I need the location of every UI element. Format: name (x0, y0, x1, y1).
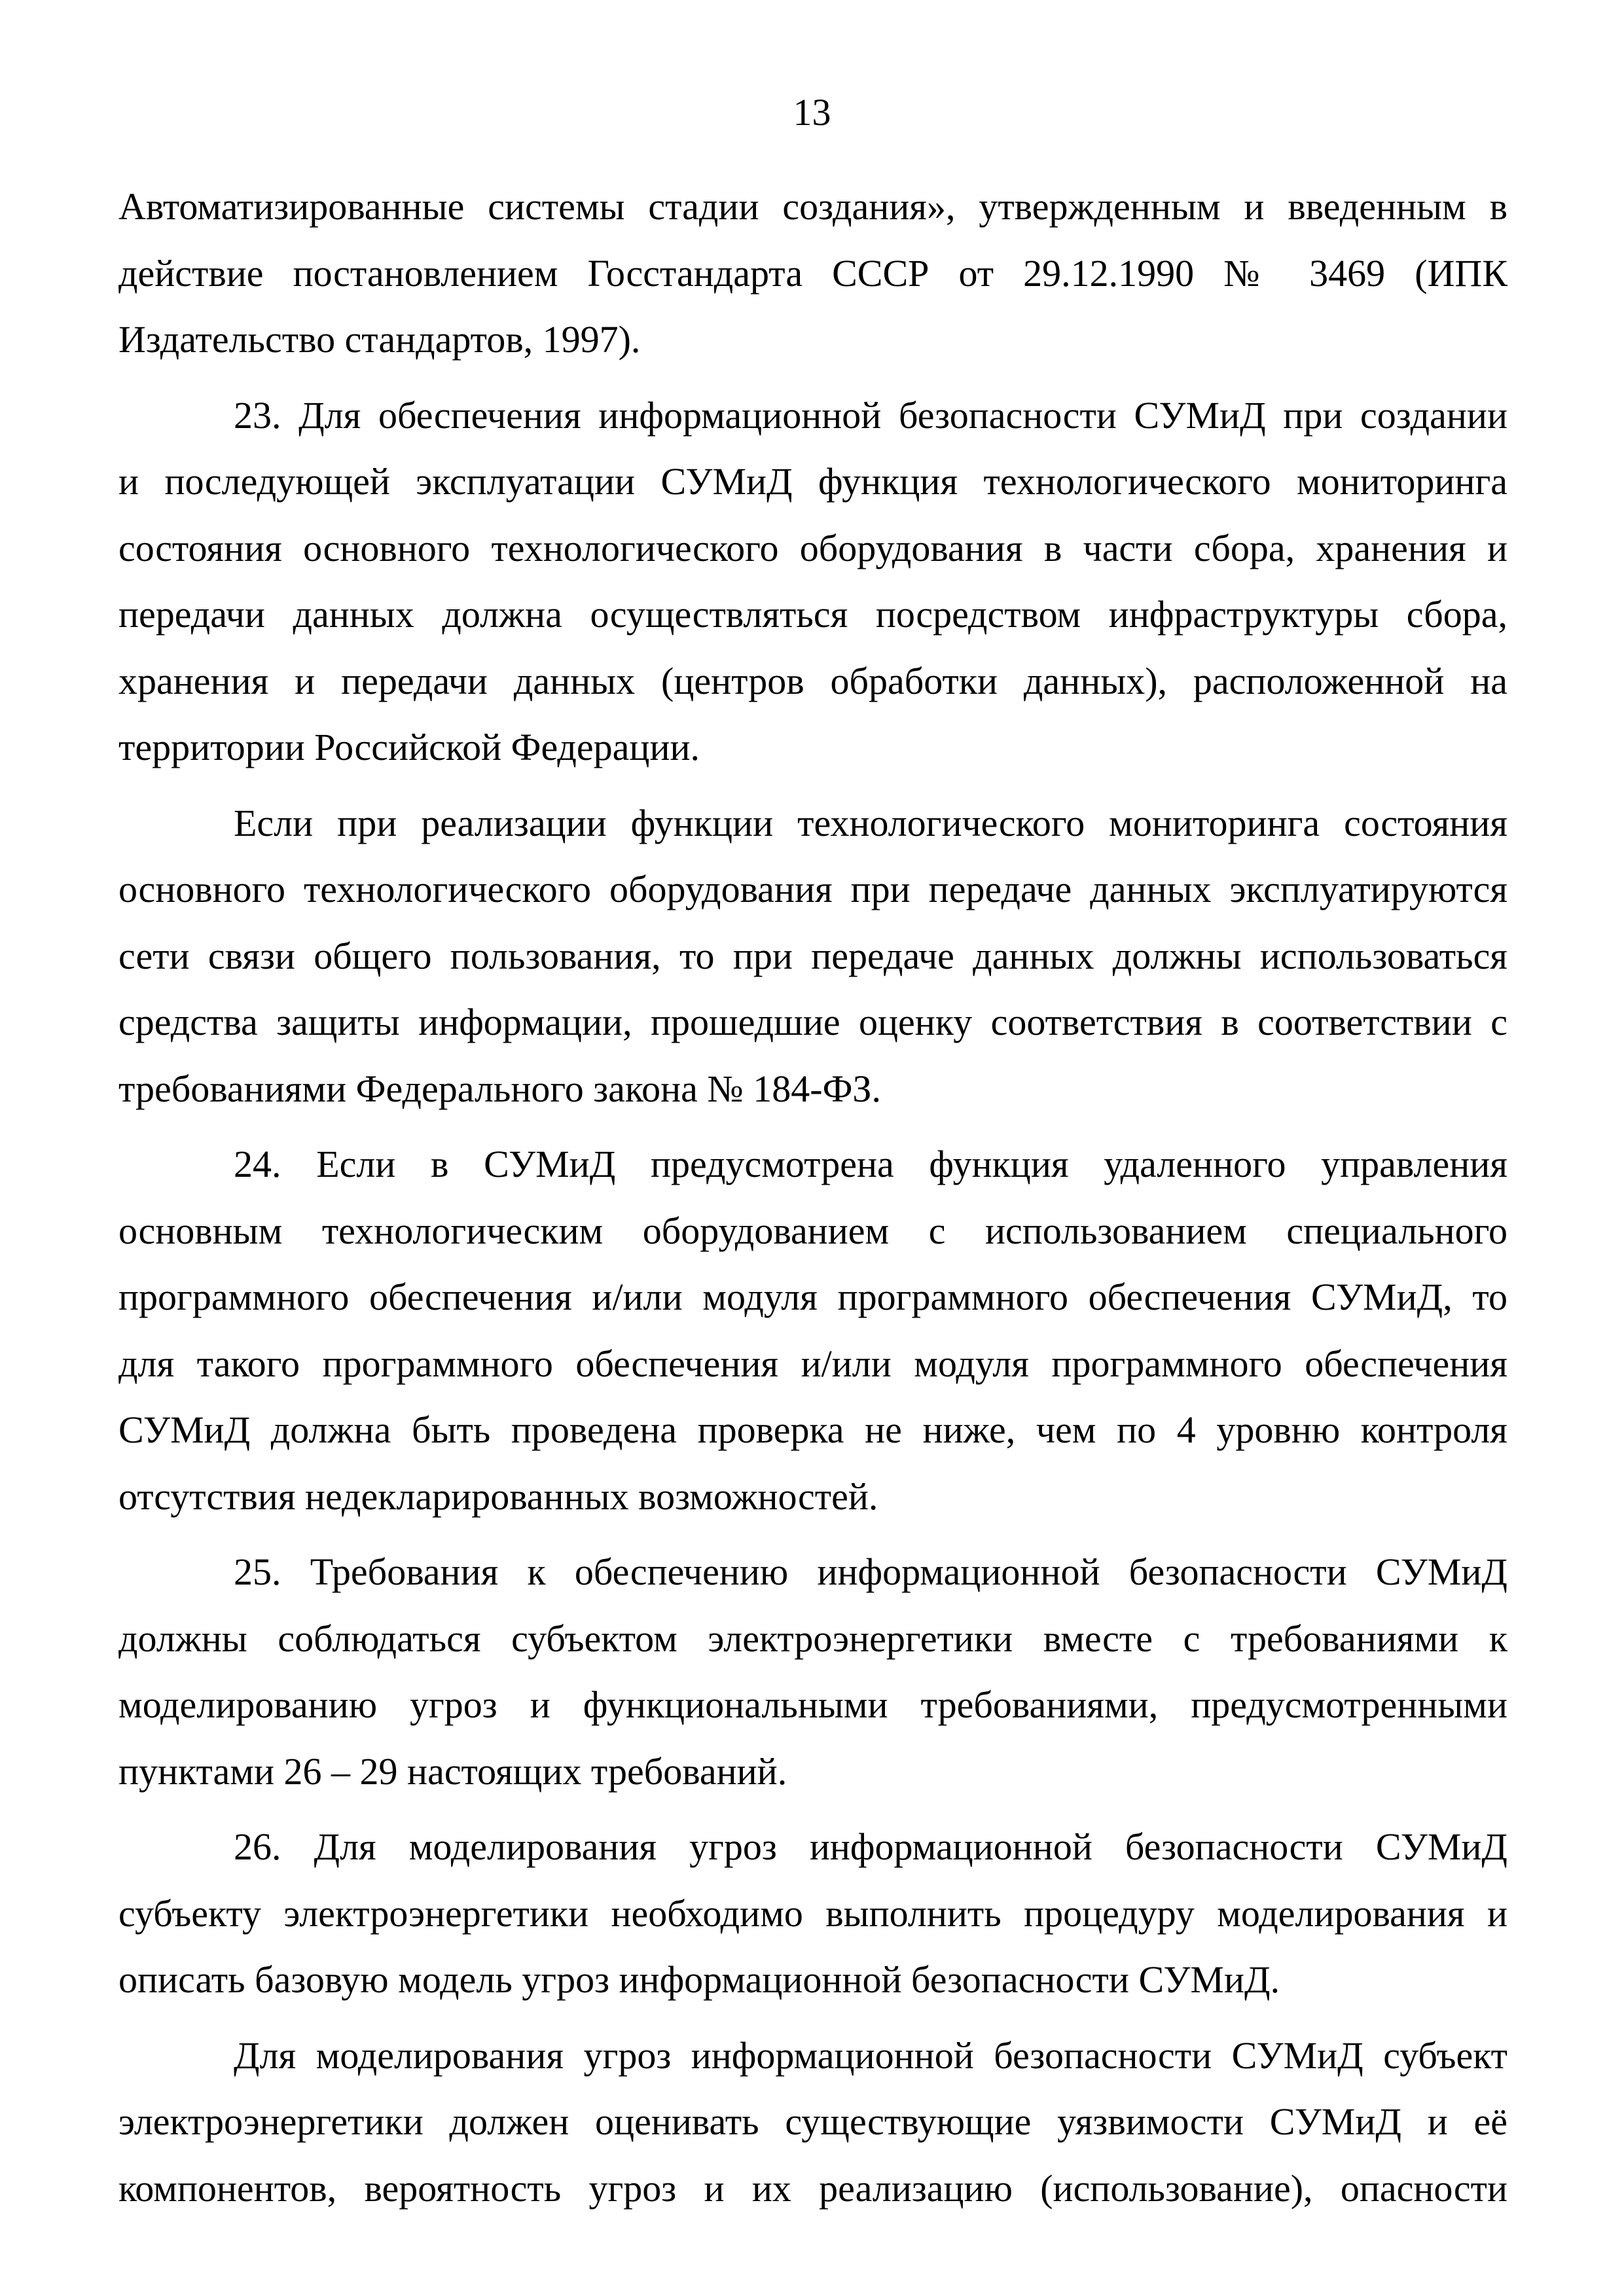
text-line: моделированию угроз и функциональными требованиями, предусмотренными (118, 1683, 1507, 1726)
text-line: действие постановлением Госстандарта СССР от 29.12.1990 № 3469 (ИПК (118, 251, 1507, 295)
text-line: программного обеспечения и/или модуля программного обеспечения СУМиД, то (118, 1276, 1507, 1318)
text-line: 25. Требования к обеспечению информационной безопасности СУМиД (234, 1551, 1507, 1593)
text-line: Автоматизированные системы стадии создания», утвержденным и введенным в (118, 185, 1507, 228)
text-line: субъекту электроэнергетики необходимо выполнить процедуру моделирования и (118, 1892, 1507, 1935)
text-line: состояния основного технологического оборудования в части сбора, хранения и (118, 526, 1507, 569)
paragraph-23 (118, 382, 1507, 781)
paragraph-26-continued (118, 2022, 1507, 2222)
text-line: Для моделирования угроз информационной безопасности СУМиД субъект (234, 2034, 1507, 2077)
text-line: основным технологическим оборудованием с использованием специального (118, 1209, 1507, 1252)
text-line: хранения и передачи данных (центров обработки данных), расположенной на (118, 659, 1507, 702)
text-line: передачи данных должна осуществляться посредством инфраструктуры сбора, (118, 593, 1507, 636)
text-line: электроэнергетики должен оценивать существующие уязвимости СУМиД и её (118, 2100, 1507, 2143)
text-line: требованиями Федерального закона № 184-ФЗ. (118, 1067, 881, 1110)
text-line: 24. Если в СУМиД предусмотрена функция удаленного управления (234, 1143, 1507, 1185)
text-line: пунктами 26 – 29 настоящих требований. (118, 1749, 787, 1793)
text-line: описать базовую модель угроз информационной безопасности СУМиД. (118, 1958, 1280, 2001)
text-line: территории Российской Федерации. (118, 726, 700, 768)
text-line: сети связи общего пользования, то при передаче данных должны использоваться (118, 934, 1507, 977)
text-line: компонентов, вероятность угроз и их реализацию (использование), опасности (118, 2166, 1507, 2210)
text-line: Если при реализации функции технологического мониторинга состояния (234, 801, 1507, 844)
text-line: для такого программного обеспечения и/или модуля программного обеспечения (118, 1342, 1507, 1385)
document-body (118, 173, 1507, 2221)
paragraph-25 (118, 1539, 1507, 1804)
text-line: средства защиты информации, прошедшие оценку соответствия в соответствии с (118, 1001, 1507, 1043)
text-line: 26. Для моделирования угроз информационной безопасности СУМиД (234, 1825, 1507, 1868)
text-line: основного технологического оборудования при передаче данных эксплуатируются (118, 868, 1507, 910)
paragraph-continuation (118, 173, 1507, 373)
paragraph-24 (118, 1131, 1507, 1530)
text-line: Издательство стандартов, 1997). (118, 318, 641, 361)
text-line: отсутствия недекларированных возможностей. (118, 1475, 878, 1518)
paragraph-23-continued (118, 790, 1507, 1122)
text-line: СУМиД должна быть проведена проверка не ниже, чем по 4 уровню контроля (118, 1408, 1507, 1451)
page-number: 13 (793, 91, 831, 134)
paragraph-26 (118, 1814, 1507, 2013)
text-line: и последующей эксплуатации СУМиД функция технологического мониторинга (118, 460, 1507, 503)
text-line: должны соблюдаться субъектом электроэнергетики вместе с требованиями к (118, 1617, 1507, 1660)
text-line: 23. Для обеспечения информационной безопасности СУМиД при создании (234, 393, 1507, 437)
